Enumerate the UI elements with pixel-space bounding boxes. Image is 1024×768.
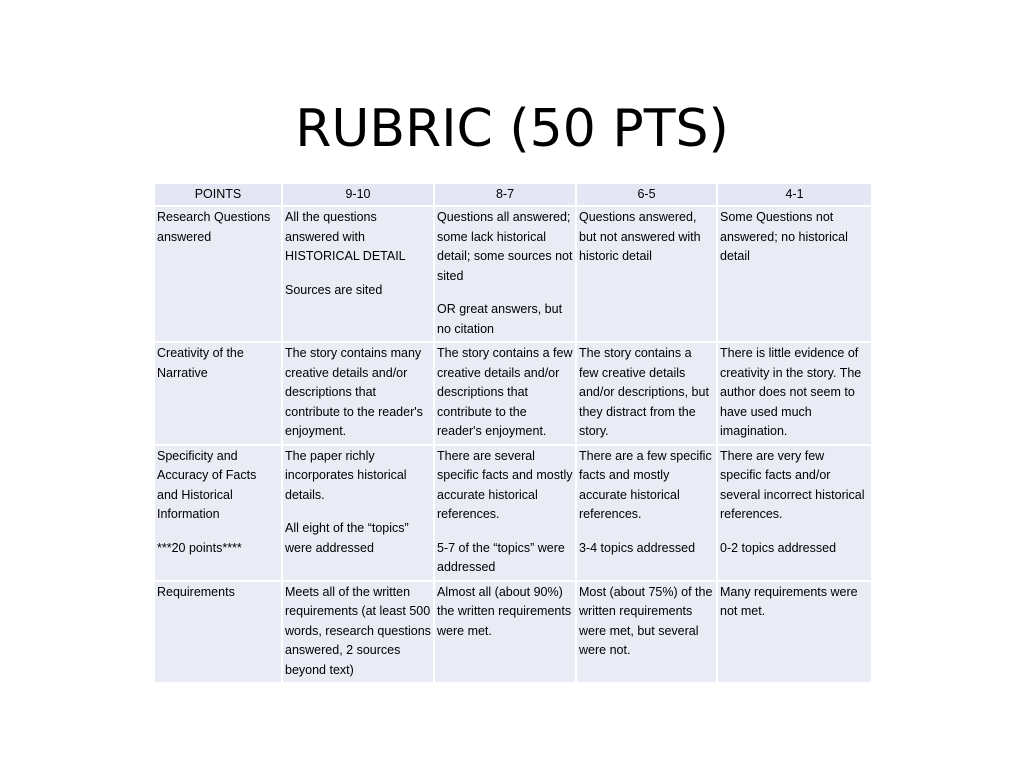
- header-9-10: 9-10: [282, 183, 434, 206]
- cell-text: Questions all answered; some lack historical detail; some sources not sited: [437, 210, 573, 283]
- cell-text: Sources are sited: [285, 282, 383, 297]
- cell-text: There are very few specific facts and/or several incorrect historical references.: [720, 448, 865, 521]
- criterion-text: Research Questions answered: [157, 210, 271, 244]
- table-cell: [717, 342, 872, 445]
- cell-text: There are a few specific facts and mostly accurate historical references.: [579, 448, 712, 521]
- header-8-7: 8-7: [434, 183, 576, 206]
- table-cell: [576, 206, 717, 342]
- cell-text: OR great answers, but no citation: [437, 302, 563, 336]
- table-cell: [282, 581, 434, 684]
- table-row: [154, 445, 872, 581]
- cell-text: Almost all (about 90%) the written requirements were met.: [437, 584, 572, 638]
- cell-text: Questions answered, but not answered with historic detail: [579, 210, 701, 263]
- row-criterion: [154, 342, 282, 445]
- cell-text: Meets all of the written requirements (at least 500 words, research questions answered, 2 sources beyond text): [285, 584, 431, 677]
- header-points: POINTS: [154, 183, 282, 206]
- table-row: [154, 581, 872, 684]
- table-cell: [576, 445, 717, 581]
- cell-text: The paper richly incorporates historical details.: [285, 448, 407, 502]
- criterion-text: Requirements: [157, 584, 235, 599]
- table-cell: [434, 581, 576, 684]
- table-cell: [282, 445, 434, 581]
- rubric-header-row: [154, 183, 872, 206]
- slide-title: RUBRIC (50 PTS): [295, 98, 729, 159]
- cell-text: All eight of the “topics” were addressed: [285, 521, 409, 555]
- table-cell: [717, 445, 872, 581]
- table-row: [154, 206, 872, 342]
- row-criterion: [154, 445, 282, 581]
- criterion-text: Specificity and Accuracy of Facts and Historical Information: [157, 448, 257, 521]
- cell-text: 0-2 topics addressed: [720, 540, 837, 555]
- cell-text: The story contains a few creative details and/or descriptions that contribute to the reader's enjoyment.: [437, 346, 573, 438]
- table-cell: [434, 445, 576, 581]
- criterion-points-note: ***20 points****: [157, 540, 242, 555]
- cell-text: Some Questions not answered; no historical detail: [720, 210, 848, 263]
- cell-text: The story contains a few creative details and/or descriptions, but they distract from the story.: [579, 346, 709, 438]
- table-cell: [717, 206, 872, 342]
- table-cell: [717, 581, 872, 684]
- cell-text: 5-7 of the “topics” were addressed: [437, 540, 565, 574]
- cell-text: 3-4 topics addressed: [579, 540, 696, 555]
- table-cell: [282, 206, 434, 342]
- row-criterion: [154, 581, 282, 684]
- cell-text: All the questions answered with HISTORICAL DETAIL: [285, 210, 406, 263]
- table-cell: [576, 581, 717, 684]
- table-cell: [282, 342, 434, 445]
- cell-text: There are several specific facts and mostly accurate historical references.: [437, 448, 573, 521]
- rubric-table: [153, 182, 873, 684]
- cell-text: Most (about 75%) of the written requirements were met, but several were not.: [579, 584, 713, 657]
- cell-text: The story contains many creative details and/or descriptions that contribute to the reader's enjoyment.: [285, 346, 423, 438]
- header-4-1: 4-1: [717, 183, 872, 206]
- table-cell: [434, 206, 576, 342]
- table-row: [154, 342, 872, 445]
- table-cell: [434, 342, 576, 445]
- criterion-text: Creativity of the Narrative: [157, 346, 244, 380]
- table-cell: [576, 342, 717, 445]
- cell-text: There is little evidence of creativity in the story. The author does not seem to have used much imagination.: [720, 346, 862, 438]
- header-6-5: 6-5: [576, 183, 717, 206]
- row-criterion: [154, 206, 282, 342]
- cell-text: Many requirements were not met.: [720, 584, 858, 618]
